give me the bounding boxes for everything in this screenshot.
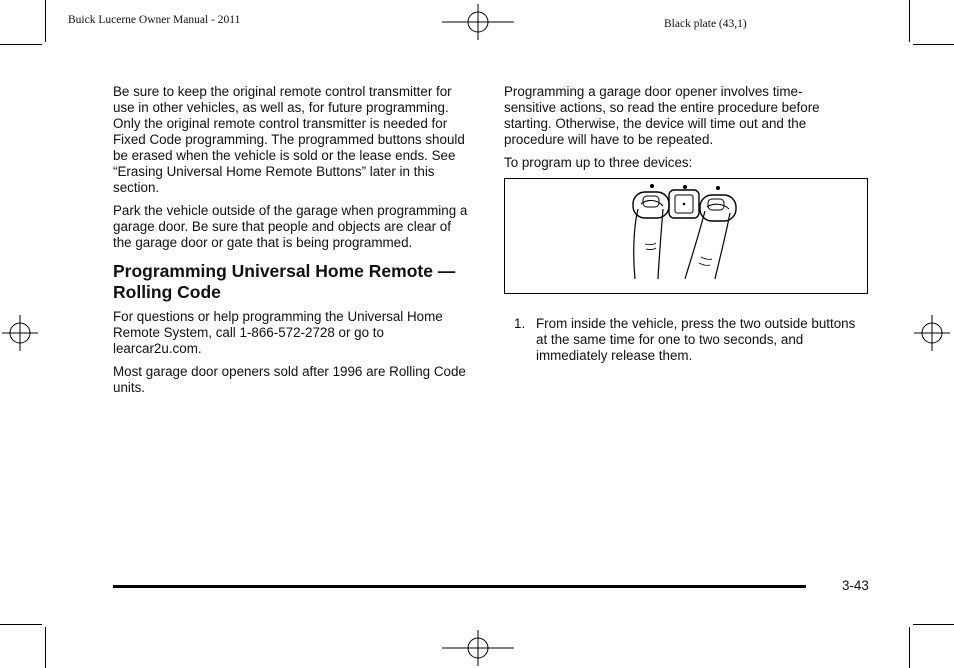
paragraph: To program up to three devices: xyxy=(504,155,693,170)
registration-target-top xyxy=(442,4,514,40)
fingers-pressing-buttons-icon xyxy=(505,179,866,292)
registration-target-bottom xyxy=(442,630,514,666)
manual-title: Buick Lucerne Owner Manual - 2011 xyxy=(68,14,241,26)
paragraph: Park the vehicle outside of the garage when programming a garage door. Be sure that people and objects are clear of the garage door or gate that is being programmed. xyxy=(113,203,468,250)
remote-buttons-illustration xyxy=(504,178,868,294)
plate-label: Black plate (43,1) xyxy=(664,18,747,30)
paragraph: Programming a garage door opener involves time-sensitive actions, so read the entire procedure before starting. Otherwise, the device will time out and the procedure will have to be repeated. xyxy=(504,84,820,147)
right-column xyxy=(504,84,849,178)
paragraph: Be sure to keep the original remote control transmitter for use in other vehicles, as well as, for future programming. Only the original remote control transmitter is needed for Fixed Code programming. The programmed buttons should be erased when the vehicle is sold or the lease ends. See “Erasing Universal Home Remote Buttons” later in this section. xyxy=(113,84,465,195)
footer-rule xyxy=(113,585,806,588)
paragraph: For questions or help programming the Universal Home Remote System, call 1-866-572-2728 or go to learcar2u.com. xyxy=(113,309,443,356)
registration-target-left xyxy=(2,315,38,351)
section-heading: Programming Universal Home Remote — Rolling Code xyxy=(113,261,456,302)
step-number: 1. xyxy=(514,316,526,331)
left-column xyxy=(113,84,468,403)
page-number: 3-43 xyxy=(842,578,869,593)
registration-target-right xyxy=(914,315,950,351)
step-text: From inside the vehicle, press the two outside buttons at the same time for one to two seconds, and immediately release them. xyxy=(536,316,856,363)
paragraph: Most garage door openers sold after 1996 are Rolling Code units. xyxy=(113,364,466,395)
